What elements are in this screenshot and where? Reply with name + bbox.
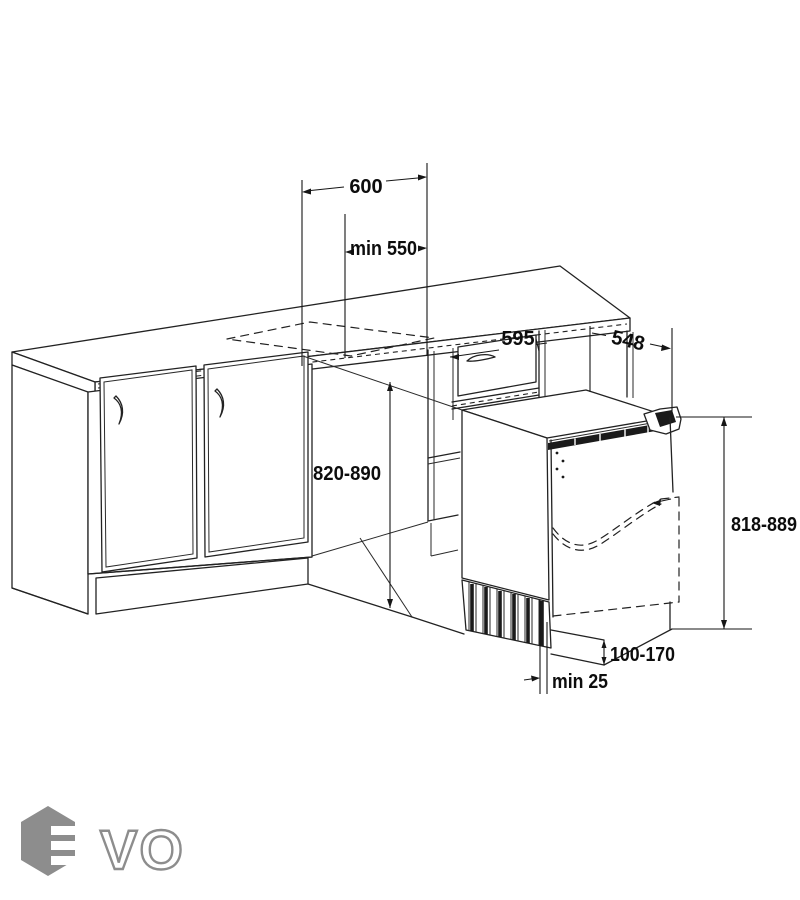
dim-label-appliance-height: 818-889 [731,514,797,536]
appliance-front-fill [551,418,673,617]
dim-label-worktop-depth: min 550 [350,238,417,260]
logo-e-bar [51,841,98,850]
dim-label-plinth-height: 100-170 [610,644,675,666]
logo-e-bar [51,826,96,835]
screw-dot [562,476,565,479]
left-cabinet [12,352,312,614]
dim-label-cabinet-width: 595 [501,328,535,350]
left-cabinet-side [12,365,88,614]
logo-e-bar [51,856,96,865]
screw-dot [562,460,565,463]
brand-logo [21,806,185,881]
door-left [100,366,197,572]
screw-dot [556,468,559,471]
appliance-side-panel [462,410,549,600]
door-right-outer [204,352,308,557]
logo-wordmark: VO [100,818,185,881]
dim-label-appliance-depth: 548 [609,326,647,356]
dim-label-niche-width: 600 [349,176,383,198]
screw-dot [556,452,559,455]
dim-label-niche-height: 820-890 [313,463,381,485]
dimension-100-170 [602,640,676,666]
dim-label-vent-clearance: min 25 [552,671,608,693]
door-right [204,352,308,557]
